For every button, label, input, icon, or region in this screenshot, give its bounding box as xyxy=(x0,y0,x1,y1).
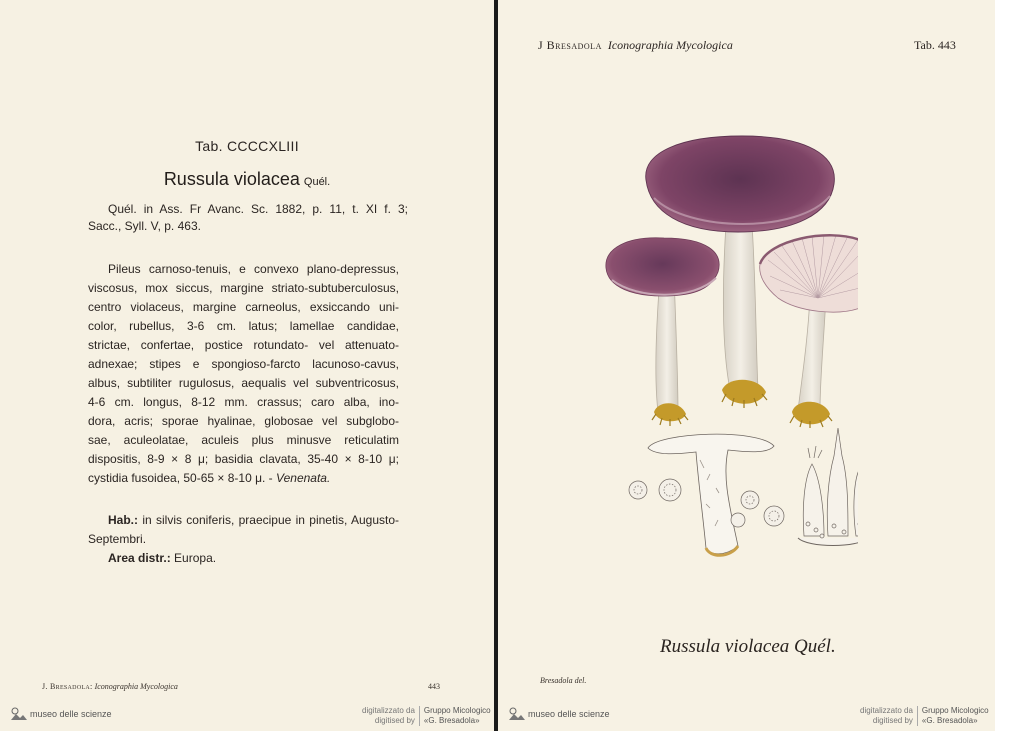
credit-group-name: Gruppo Micologico xyxy=(423,706,491,715)
museum-logo-icon xyxy=(10,707,28,721)
left-page xyxy=(0,0,494,731)
description-line-last xyxy=(88,469,399,488)
right-margin xyxy=(995,0,1018,731)
right-page xyxy=(498,0,995,731)
description-line: adnexae; stipes e spongioso-farcto lacunoso-cavus, xyxy=(88,357,399,371)
reference-line: Sacc., Syll. V, p. 463. xyxy=(88,219,201,233)
description-block xyxy=(88,260,399,488)
credit-group xyxy=(918,706,989,726)
mushroom-left xyxy=(606,238,719,426)
description-line: color, rubellus, 3-6 cm. latus; lamellae candidae, xyxy=(88,319,399,333)
species-author: Quél. xyxy=(303,176,331,188)
description-line: Pileus carnoso-tenuis, e convexo plano-depressus, xyxy=(108,262,399,276)
area-label: Area distr.: xyxy=(108,551,171,565)
edibility-note: Venenata. xyxy=(276,471,331,485)
credit-group-name: Gruppo Micologico xyxy=(921,706,989,715)
museum-logo xyxy=(10,707,112,721)
mushroom-right xyxy=(760,235,858,428)
header-work: Iconographia Mycologica xyxy=(607,38,733,52)
credit-group xyxy=(420,706,491,726)
artist-credit: Bresadola del. xyxy=(540,676,587,685)
description-line: cystidia fusoidea, 50-65 × 8-10 μ. - xyxy=(88,471,273,485)
credit-label-en: digitised by xyxy=(872,716,913,725)
plate-caption: Russula violacea Quél. xyxy=(660,636,836,657)
area-value: Europa. xyxy=(174,551,217,565)
footer-author: J. Bresadola: xyxy=(42,682,93,691)
habitat-line xyxy=(88,511,399,530)
species-title xyxy=(0,169,494,190)
description-line: albus, subtiliter rugulosus, aequalis vel subventricosus, xyxy=(88,376,399,390)
credit-label xyxy=(362,706,420,726)
basidia-drawings xyxy=(798,428,858,546)
reference-line: Quél. in Ass. Fr Avanc. Sc. 1882, p. 11, t. XI f. 3; xyxy=(108,202,408,216)
plate-number: Tab. CCCCXLIII xyxy=(195,138,299,154)
credit-label-en: digitised by xyxy=(374,716,415,725)
header-plate-number: Tab. 443 xyxy=(914,38,956,52)
digitised-credit xyxy=(860,706,989,726)
description-line: 4-6 cm. longus, 8-12 mm. crassus; caro alba, ino- xyxy=(88,395,399,409)
museum-logo-text: museo delle scienze xyxy=(528,709,610,719)
description-line: dora, acris; sporae hyalinae, globosae vel subglobo- xyxy=(88,414,399,428)
reference-block xyxy=(88,201,408,235)
museum-logo-text: museo delle scienze xyxy=(30,709,112,719)
habitat-label: Hab.: xyxy=(108,513,138,527)
species-name: Russula violacea xyxy=(163,169,300,189)
description-line: centro violaceus, margine carneolus, exsiccando uni- xyxy=(88,300,399,314)
header-author: Bresadola xyxy=(546,38,602,52)
credit-group-sub: «G. Bresadola» xyxy=(423,716,480,725)
digitised-credit xyxy=(362,706,491,726)
mushroom-illustration xyxy=(598,128,858,568)
left-footer xyxy=(42,682,178,691)
museum-logo xyxy=(508,707,610,721)
description-line: strictae, confertae, postice rotundato- vel attenuato- xyxy=(88,338,399,352)
left-page-number: 443 xyxy=(428,682,440,691)
description-line: sae, aculeolatae, aculeis plus minusve reticulatim xyxy=(88,433,399,447)
credit-label xyxy=(860,706,918,726)
description-line: dispositis, 8-9 × 8 μ; basidia clavata, 35-40 × 8-10 μ; xyxy=(88,452,399,466)
right-header xyxy=(538,38,733,53)
credit-label-it: digitalizzato da xyxy=(362,706,415,715)
credit-label-it: digitalizzato da xyxy=(860,706,913,715)
header-initial: J xyxy=(538,38,543,52)
footer-work: Iconographia Mycologica xyxy=(94,682,178,691)
habitat-line: Septembri. xyxy=(88,532,147,546)
museum-logo-icon xyxy=(508,707,526,721)
habitat-text: in silvis coniferis, praecipue in pinetis, Augusto- xyxy=(142,513,400,527)
area-distribution xyxy=(108,551,216,565)
habitat-block xyxy=(88,511,399,549)
credit-group-sub: «G. Bresadola» xyxy=(921,716,978,725)
description-line: viscosus, mox siccus, margine striato-subtuberculosus, xyxy=(88,281,399,295)
